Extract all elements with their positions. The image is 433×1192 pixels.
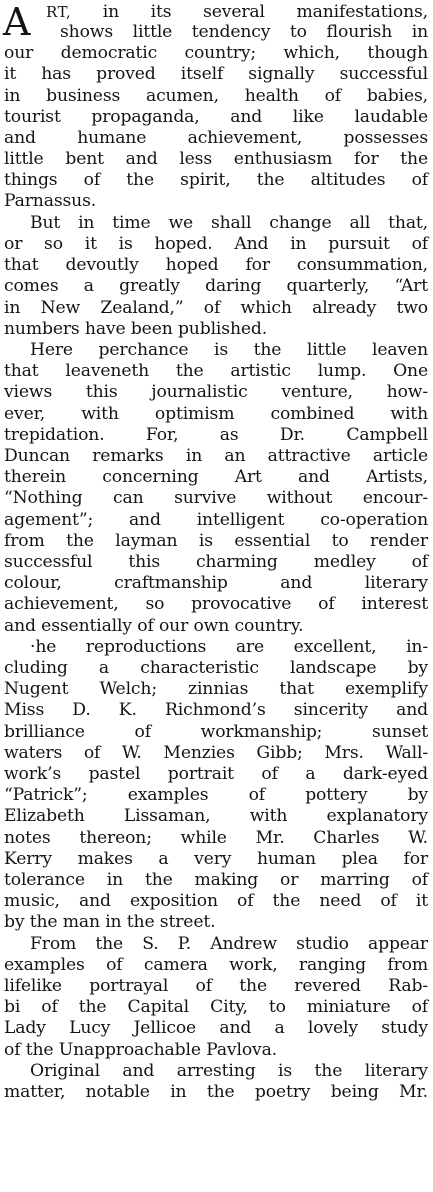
- article-line: examples of camera work, ranging from: [4, 955, 428, 975]
- article-line: little bent and less enthusiasm for the: [4, 149, 428, 169]
- lead-text: in its several manifestations,: [71, 2, 428, 22]
- article-line: Kerry makes a very human plea for: [4, 849, 428, 869]
- article-line: ever, with optimism combined with: [4, 404, 428, 424]
- article-line: shows little tendency to flourish in: [60, 22, 428, 42]
- article-line: work’s pastel portrait of a dark-eyed: [4, 764, 428, 784]
- article-line: bi of the Capital City, to miniature of: [4, 997, 428, 1017]
- article-line: cluding a characteristic landscape by: [4, 658, 428, 678]
- article-line: that leaveneth the artistic lump. One: [4, 361, 428, 381]
- article-line: in New Zealand,” of which already two: [4, 298, 428, 318]
- article-line: successful this charming medley of: [4, 552, 428, 572]
- drop-cap: A: [3, 0, 31, 44]
- lead-caps: RT,: [46, 3, 72, 21]
- article-line: of the Unapproachable Pavlova.: [4, 1040, 277, 1060]
- article-line: numbers have been published.: [4, 319, 268, 339]
- article-line: our democratic country; which, though: [4, 43, 428, 63]
- article-line: waters of W. Menzies Gibb; Mrs. Wall-: [4, 743, 428, 763]
- article-line: [46, 2, 428, 23]
- article-line: Here perchance is the little leaven: [30, 340, 428, 360]
- article-line: ·he reproductions are excellent, in-: [30, 637, 428, 657]
- article-line: therein concerning Art and Artists,: [4, 467, 428, 487]
- article-line: tourist propaganda, and like laudable: [4, 107, 428, 127]
- article-line: Miss D. K. Richmond’s sincerity and: [4, 700, 428, 720]
- article-line: agement”; and intelligent co-operation: [4, 510, 428, 530]
- article-line: or so it is hoped. And in pursuit of: [4, 234, 428, 254]
- article-line: colour, craftmanship and literary: [4, 573, 428, 593]
- article-line: that devoutly hoped for consummation,: [4, 255, 428, 275]
- article-line: matter, notable in the poetry being Mr.: [4, 1082, 428, 1102]
- article-line: lifelike portrayal of the revered Rab-: [4, 976, 428, 996]
- article-line: comes a greatly daring quarterly, “Art: [4, 276, 428, 296]
- article-line: trepidation. For, as Dr. Campbell: [4, 425, 428, 445]
- article-line: Duncan remarks in an attractive article: [4, 446, 428, 466]
- article-line: achievement, so provocative of interest: [4, 594, 428, 614]
- article-line: Nugent Welch; zinnias that exemplify: [4, 679, 428, 699]
- article-line: and humane achievement, possesses: [4, 128, 428, 148]
- article-line: views this journalistic venture, how-: [4, 382, 428, 402]
- article-line: music, and exposition of the need of it: [4, 891, 428, 911]
- article-line: But in time we shall change all that,: [30, 213, 428, 233]
- article-line: From the S. P. Andrew studio appear: [30, 934, 428, 954]
- article-line: in business acumen, health of babies,: [4, 86, 428, 106]
- article-line: it has proved itself signally successful: [4, 64, 428, 84]
- article-line: “Patrick”; examples of pottery by: [4, 785, 428, 805]
- article-line: tolerance in the making or marring of: [4, 870, 428, 890]
- article-line: by the man in the street.: [4, 912, 216, 932]
- article-line: “Nothing can survive without encour-: [4, 488, 428, 508]
- article-line: and essentially of our own country.: [4, 616, 304, 636]
- article-line: things of the spirit, the altitudes of: [4, 170, 428, 190]
- article-line: Parnassus.: [4, 191, 97, 211]
- article-line: from the layman is essential to render: [4, 531, 428, 551]
- article-line: Elizabeth Lissaman, with explanatory: [4, 806, 428, 826]
- article-line: notes thereon; while Mr. Charles W.: [4, 828, 428, 848]
- article-line: Lady Lucy Jellicoe and a lovely study: [4, 1018, 428, 1038]
- article-line: brilliance of workmanship; sunset: [4, 722, 428, 742]
- article-line: Original and arresting is the literary: [30, 1061, 428, 1081]
